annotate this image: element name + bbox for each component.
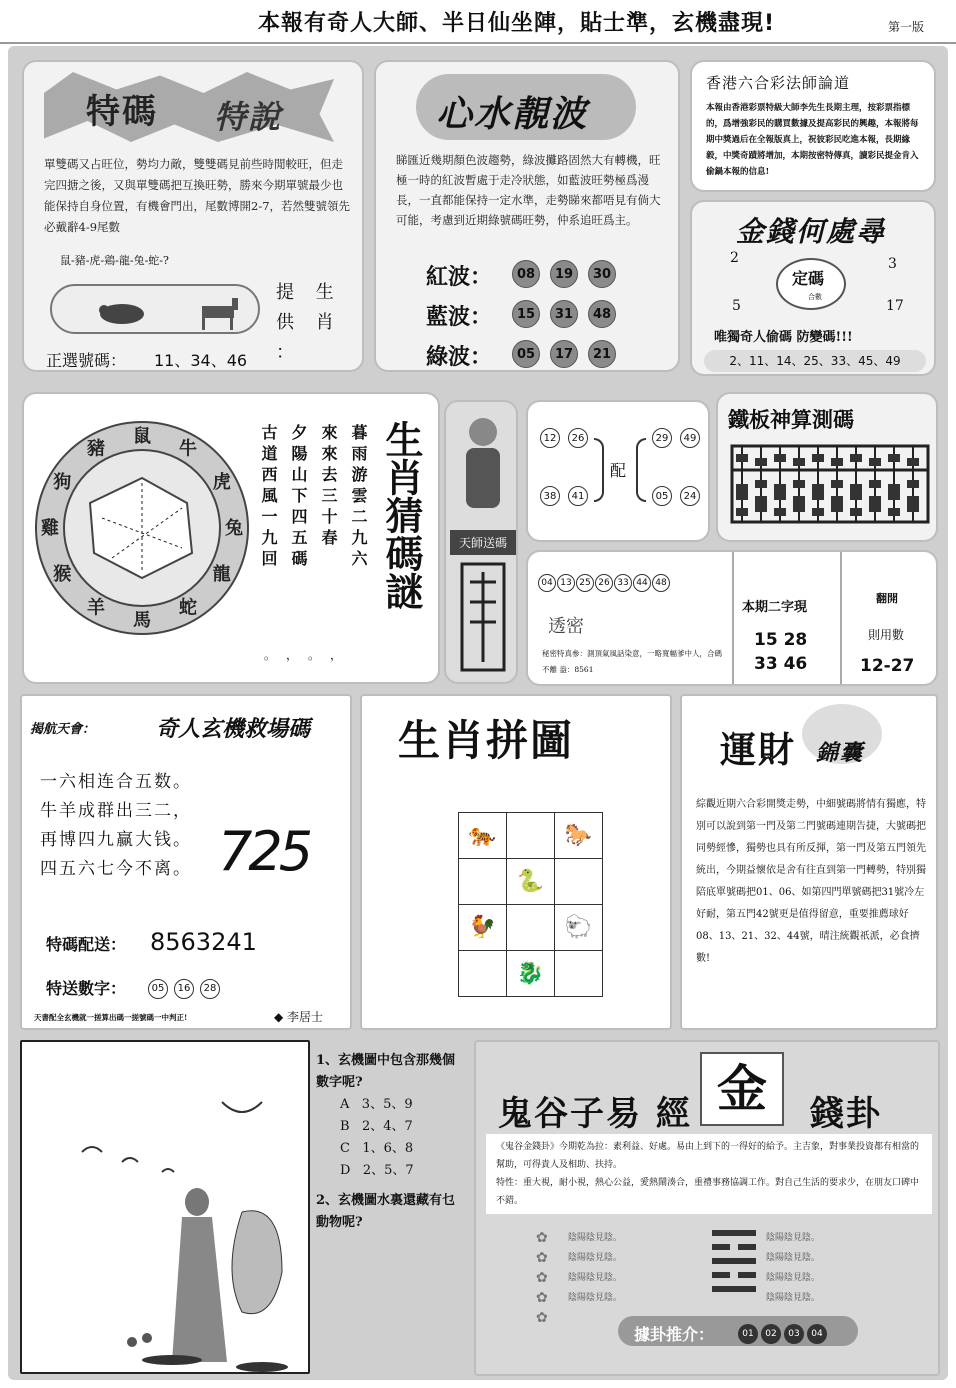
corner-num: 3 <box>888 256 897 272</box>
secret-ball: 25 <box>576 574 594 592</box>
zodiac-ring-label: 龍 <box>212 564 231 585</box>
poem-header-a: 揭航天會： <box>30 722 96 737</box>
wheel-side-title: 生肖猜碼謎 <box>379 420 424 610</box>
zodiac-ring-label: 牛 <box>179 438 197 460</box>
riddle-options <box>316 1094 458 1182</box>
tema-title-1: 特碼 <box>86 92 158 132</box>
master2-panel <box>444 400 518 684</box>
wave-ball: 17 <box>550 340 578 368</box>
master-figure-icon <box>456 410 510 520</box>
animal-icons <box>52 286 262 336</box>
guigu-title-a: 鬼谷子易 經 <box>498 1094 692 1134</box>
two-nums: 15 28 <box>754 630 808 650</box>
secret-ball: 33 <box>614 574 632 592</box>
zodiac-ring-label: 豬 <box>87 438 105 460</box>
poem-foot-note: 天書配全玄機就一搓算出碼一搓號碼一中判正! <box>34 1013 188 1022</box>
master-title: 香港六合彩法師論道 <box>706 74 851 92</box>
hex-line: 陰陽陰見陰。 <box>766 1273 821 1283</box>
xinshui-title: 心水靚波 <box>436 93 589 135</box>
puzzle-cell[interactable]: 🐓 <box>459 905 507 951</box>
option-value: 1、6、8 <box>362 1141 414 1156</box>
secret-label: 透密 <box>548 616 584 637</box>
hex-line: 陰陽陰見陰。 <box>766 1293 821 1303</box>
puzzle-cell[interactable] <box>459 951 507 997</box>
wave-ball: 08 <box>512 260 540 288</box>
send-ball: 16 <box>174 979 194 999</box>
guigu-text-2: 特性：重大視，耐小視，熱心公益，愛熱鬧湊合，重禮事務協調工作。對自己生活的要求少，在朋友口碑中不錯。 <box>496 1178 920 1206</box>
pair-mid: 配 <box>610 461 627 480</box>
jinqian-slogan: 唯獨奇人偷碼 防變碼!!! <box>714 330 853 345</box>
wave-label: 藍波： <box>426 304 493 330</box>
puzzle-cell[interactable] <box>459 859 507 905</box>
wave-ball: 05 <box>512 340 540 368</box>
riddle-option[interactable] <box>340 1094 458 1116</box>
option-key: A <box>340 1097 350 1112</box>
range-title: 翻開 <box>876 592 898 605</box>
pintu-title: 生肖拼圖 <box>398 716 575 765</box>
divider <box>840 552 842 686</box>
poem-lines <box>40 768 192 884</box>
abacus-panel <box>716 392 938 542</box>
pair-ball: 12 <box>540 428 560 448</box>
hex-line: 陰陽陰見陰。 <box>766 1253 821 1263</box>
zodiac-ring-label: 兔 <box>225 518 243 539</box>
puzzle-grid <box>458 812 603 997</box>
option-key: D <box>340 1163 351 1178</box>
puzzle-cell[interactable] <box>555 859 603 905</box>
master-body: 本報由香港彩票特級大師李先生長期主理，按彩票指標的，爲增強彩民的購買數據及提高彩民的興趣，本報將每期中獎過后在全報版真上，祝彼彩民吃進本報，長期緣毅，中獎奇蹟將增加，本期按密特傳真，讀彩民提金肯入偷鍋本報的信息! <box>706 103 919 177</box>
wave-ball: 19 <box>550 260 578 288</box>
landscape-illustration <box>22 1042 308 1372</box>
pair-ball: 26 <box>568 428 588 448</box>
zodiac-ring-label: 馬 <box>133 610 151 631</box>
pintu-panel <box>360 694 672 1030</box>
puzzle-cell[interactable]: 🐎 <box>555 813 603 859</box>
master2-label: 天師送碼 <box>450 530 516 555</box>
two-nums: 33 46 <box>754 654 808 674</box>
yuncai-title-2: 錦囊 <box>816 740 865 766</box>
zodiac-ring-label: 狗 <box>53 472 72 493</box>
hex-line: 陰陽陰見陰。 <box>568 1293 623 1303</box>
send-balls <box>148 976 220 999</box>
wave-ball: 30 <box>588 260 616 288</box>
tema-body: 單雙碼又占旺位，勢均力敵，雙雙碼見前些時閒較旺，但走完四搪之後，又與單雙碼把互換旺勢，勝來今期單號最少也能保持自身位置，有機會門出，尾數博開2-7，若然雙號領先必戴辭4-9尾數 <box>44 157 351 234</box>
pair-ball: 24 <box>680 486 700 506</box>
yuncai-panel <box>680 694 938 1030</box>
riddle-option[interactable] <box>340 1160 458 1182</box>
option-value: 3、5、9 <box>361 1097 413 1112</box>
send-label: 特送數字： <box>46 979 127 998</box>
wave-label: 綠波： <box>426 344 493 370</box>
hexagram-icon <box>712 1230 756 1298</box>
riddle-picture <box>20 1040 310 1374</box>
jinqian-panel <box>690 200 936 376</box>
poem-panel <box>20 694 352 1030</box>
riddle-q2: 2、玄機圖水裏還藏有乜動物呢? <box>316 1193 456 1230</box>
wave-ball: 21 <box>588 340 616 368</box>
secret-note: 秘密特真參：測頂氣風話染意，一略寬幅爹中人，合碼不離 盎：8561 <box>542 649 722 674</box>
jinqian-center: 定碼 <box>792 269 825 288</box>
secret-balls <box>538 570 671 592</box>
secret-panel <box>526 550 938 686</box>
hex-line: 陰陽陰見陰。 <box>766 1233 821 1243</box>
send-ball: 28 <box>200 979 220 999</box>
guigu-panel <box>474 1040 940 1376</box>
pair-ball: 29 <box>652 428 672 448</box>
divider <box>732 552 734 686</box>
jinqian-numbers: 2、11、14、25、33、45、49 <box>704 350 926 372</box>
puzzle-cell[interactable]: 🐑 <box>555 905 603 951</box>
corner-num: 2 <box>730 250 739 266</box>
poem-line: 一六相连合五数。 <box>40 772 192 792</box>
corner-num: 5 <box>732 298 741 314</box>
two-title: 本期二字現 <box>742 600 808 615</box>
bracket-left <box>594 438 604 502</box>
pick-label: 正選號碼： <box>46 351 127 370</box>
option-key: C <box>340 1141 350 1156</box>
coin-icons: ✿ ✿ ✿ ✿ ✿ <box>536 1230 548 1326</box>
hex-line: 陰陽陰見陰。 <box>568 1273 623 1283</box>
header-slogan: 本報有奇人大師、半日仙坐陣，貼士準，玄機盡現! <box>258 11 776 36</box>
tema-value: 8563241 <box>150 928 257 956</box>
send-ball: 05 <box>148 979 168 999</box>
poem-line: 四五六七今不离。 <box>40 859 192 879</box>
option-value: 2、4、7 <box>361 1119 413 1134</box>
tui-ball: 04 <box>807 1324 827 1344</box>
secret-ball: 04 <box>538 574 556 592</box>
option-value: 2、5、7 <box>362 1163 414 1178</box>
tui-ball: 03 <box>784 1324 804 1344</box>
pair-ball: 05 <box>652 486 672 506</box>
range-value: 12-27 <box>860 656 915 676</box>
hex-line: 陰陽陰見陰。 <box>568 1253 623 1263</box>
yuncai-body: 綜觀近期六合彩開獎走勢，中細號碼將情有獨應，特別可以說到第一門及第二門號碼連期告捷，大號碼把同勢經慘，獨勢也具有所反揮，第一門及第五門領先統出，今期益懷依是舍有往直到第一門轉勢，特別獨陪底單號碼把01、06、如第四門單號碼把31號冷左好耐，第五門42號更是值得留意，重要推薦球好08、13、21、32、44號，晴注統觀祇派，必食擠數! <box>696 799 926 964</box>
riddle-q1: 1、玄機圖中包含那幾個數字呢? <box>316 1053 456 1090</box>
poem-col: 古道西風一九回 <box>259 424 278 571</box>
riddle-option[interactable] <box>340 1116 458 1138</box>
seal-icon <box>460 562 506 672</box>
zodiac-ring-label: 猴 <box>53 564 72 585</box>
poem-line: 再博四九赢大钱。 <box>40 830 192 850</box>
hex-right-list <box>766 1228 820 1308</box>
poem-line: 牛羊成群出三二， <box>40 801 192 821</box>
zodiac-ring-label: 蛇 <box>179 597 197 619</box>
hex-left-list <box>568 1228 622 1308</box>
tui-label: 據卦推介： <box>634 1325 715 1344</box>
poem-author: ◆ 李居士 <box>274 1010 324 1024</box>
tui-ball: 02 <box>761 1324 781 1344</box>
poem-col: 暮雨游雲二九六 <box>349 424 368 571</box>
xinshui-panel <box>374 60 680 372</box>
zodiac-ring-label: 鼠 <box>133 426 151 447</box>
zodiac-ring-label: 羊 <box>87 597 105 619</box>
zodiac-ring-label: 雞 <box>41 518 59 539</box>
poem-header-b: 奇人玄機救場碼 <box>156 716 311 742</box>
wave-ball: 48 <box>588 300 616 328</box>
xinshui-body: 睇匯近幾期顏色波趨勢，綠波攤路固然大有轉機，旺極一時的紅波暫處于走冷狀態，如藍波旺勢極爲漫長，一直都能保持一定水準，走勢睇來都唔見有倘大可能，考慮到近期綠號碼旺勢，仲系追旺爲主。 <box>396 153 661 227</box>
pair-ball: 38 <box>540 486 560 506</box>
zodiac-wheel <box>32 418 252 638</box>
poem-dots: 。，。， <box>264 648 359 662</box>
tui-balls <box>738 1321 830 1344</box>
tema-zodiac-line: 鼠-豬-虎-鶏-龍-兔-蛇-? <box>60 254 169 267</box>
guigu-text-box <box>486 1134 932 1214</box>
wave-ball: 31 <box>550 300 578 328</box>
puzzle-cell[interactable]: 🐉 <box>507 951 555 997</box>
option-key: B <box>340 1119 350 1134</box>
wheel-panel <box>22 392 440 684</box>
secret-ball: 44 <box>633 574 651 592</box>
pair-ball: 41 <box>568 486 588 506</box>
hex-line: 陰陽陰見陰。 <box>568 1233 623 1243</box>
animal-box <box>50 284 260 334</box>
puzzle-cell[interactable] <box>507 813 555 859</box>
guigu-title-b: 錢卦 <box>810 1094 882 1134</box>
provide-label: 提 生 供 肖 ： <box>276 282 342 363</box>
edition-label: 第一版 <box>888 20 925 34</box>
corner-num: 17 <box>886 298 904 314</box>
bracket-right <box>636 438 646 502</box>
poem-col: 夕陽山下四五碼 <box>289 424 308 571</box>
jinqian-center-sub: 合數 <box>808 293 822 301</box>
tui-ball: 01 <box>738 1324 758 1344</box>
puzzle-cell[interactable] <box>507 905 555 951</box>
pair-ball: 49 <box>680 428 700 448</box>
wave-label: 紅波： <box>426 264 493 290</box>
tema-title-2: 特說 <box>214 98 283 136</box>
jinqian-title: 金錢何處尋 <box>736 215 887 248</box>
puzzle-cell[interactable]: 🐅 <box>459 813 507 859</box>
handwriting: 725 <box>218 820 310 883</box>
abacus-title: 鐵板神算測碼 <box>728 407 854 432</box>
guigu-title-center: 金 <box>700 1052 784 1126</box>
guigu-text-1: 《鬼谷金錢卦》今期乾為拉：素利益、好處。易由上到下的一得好的給予。主吉象，對事業投資都有相當的幫助，可得貴人及相助、扶持。 <box>496 1142 920 1170</box>
secret-ball: 48 <box>652 574 670 592</box>
range-sub: 則用數 <box>868 628 905 642</box>
riddle-option[interactable] <box>340 1138 458 1160</box>
yuncai-title: 運財 <box>720 729 797 771</box>
pair-panel <box>526 400 710 542</box>
secret-ball: 26 <box>595 574 613 592</box>
secret-ball: 13 <box>557 574 575 592</box>
poem-col: 來來去三十春 <box>319 424 338 550</box>
tema-panel <box>22 60 364 372</box>
wave-ball: 15 <box>512 300 540 328</box>
pick-numbers: 11、34、46 <box>154 351 248 370</box>
abacus-icon <box>730 444 930 524</box>
puzzle-cell[interactable]: 🐍 <box>507 859 555 905</box>
puzzle-cell[interactable] <box>555 951 603 997</box>
master-panel <box>690 60 936 192</box>
zodiac-ring-label: 虎 <box>212 472 231 493</box>
header-bar <box>0 0 956 44</box>
riddle-questions <box>316 1050 458 1234</box>
tema-label: 特碼配送： <box>46 935 127 954</box>
